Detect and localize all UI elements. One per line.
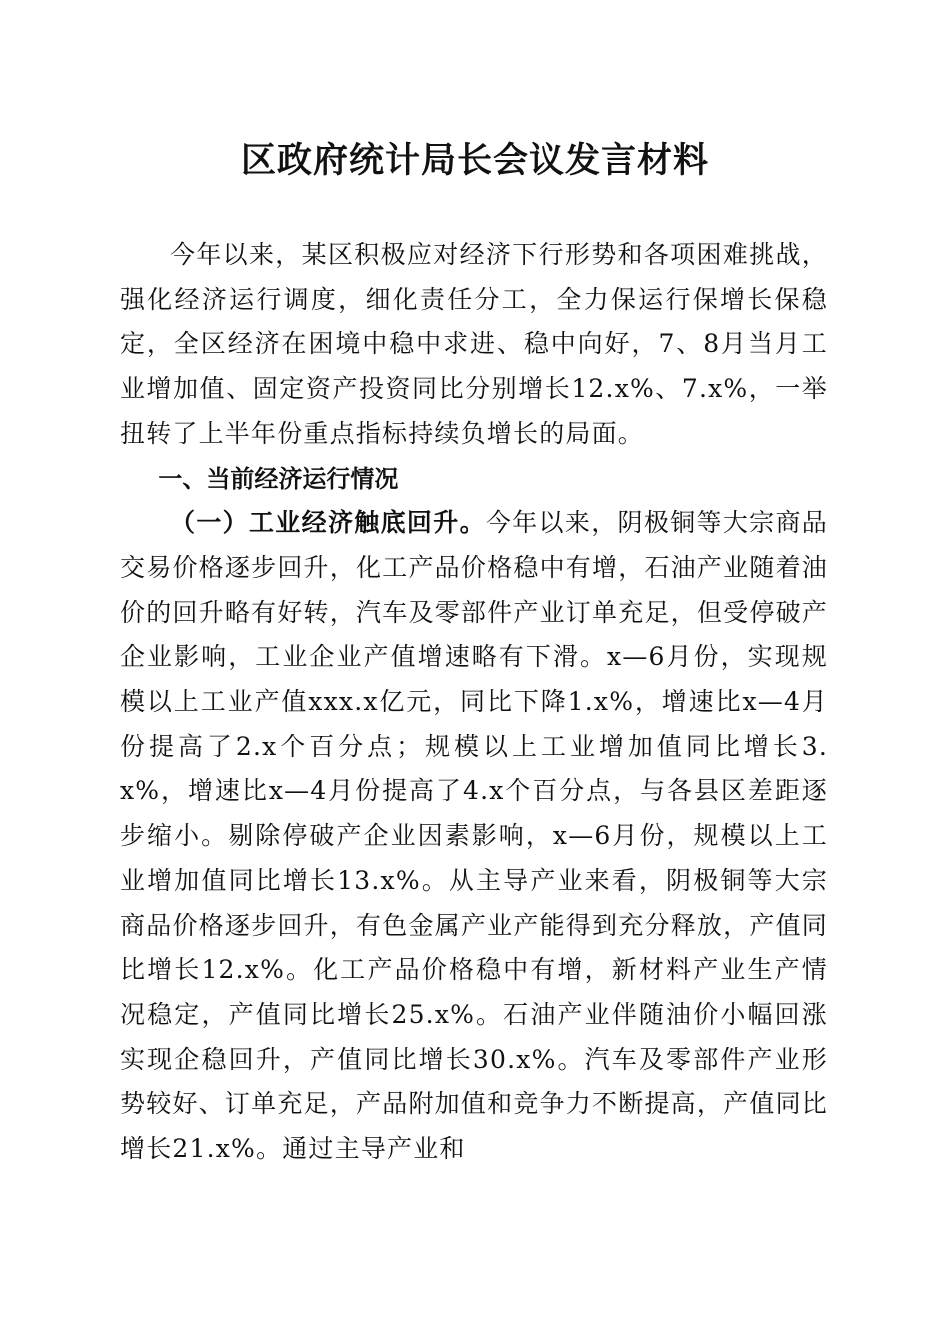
- subsection-text: 今年以来，阴极铜等大宗商品交易价格逐步回升，化工产品价格稳中有增，石油产业随着油价的回升略有好转，汽车及零部件产业订单充足，但受停破产企业影响，工业企业产值增速略有下滑。x—6月份，实现规模以上工业产值xxx.x亿元，同比下降1.x%，增速比x—4月份提高了2.x个百分点；规模以上工业增加值同比增长3.x%，增速比x—4月份提高了4.x个百分点，与各县区差距逐步缩小。剔除停破产企业因素影响，x—6月份，规模以上工业增加值同比增长13.x%。从主导产业来看，阴极铜等大宗商品价格逐步回升，有色金属产业产能得到充分释放，产值同比增长12.x%。化工产品价格稳中有增，新材料产业生产情况稳定，产值同比增长25.x%。石油产业伴随油价小幅回涨实现企稳回升，产值同比增长30.x%。汽车及零部件产业形势较好、订单充足，产品附加值和竞争力不断提高，产值同比增长21.x%。通过主导产业和: [120, 508, 828, 1164]
- intro-paragraph: 今年以来，某区积极应对经济下行形势和各项困难挑战，强化经济运行调度，细化责任分工，全力保运行保增长保稳定，全区经济在困境中稳中求进、稳中向好，7、8月当月工业增加值、固定资产投资同比分别增长12.x%、7.x%，一举扭转了上半年份重点指标持续负增长的局面。: [120, 240, 828, 448]
- document-title: 区政府统计局长会议发言材料: [240, 141, 709, 181]
- subsection-lead: （一）工业经济触底回升。: [170, 508, 486, 538]
- document-body: [120, 233, 828, 1172]
- subsection-paragraph: [120, 501, 828, 1172]
- section-heading: 一、当前经济运行情况: [158, 464, 399, 493]
